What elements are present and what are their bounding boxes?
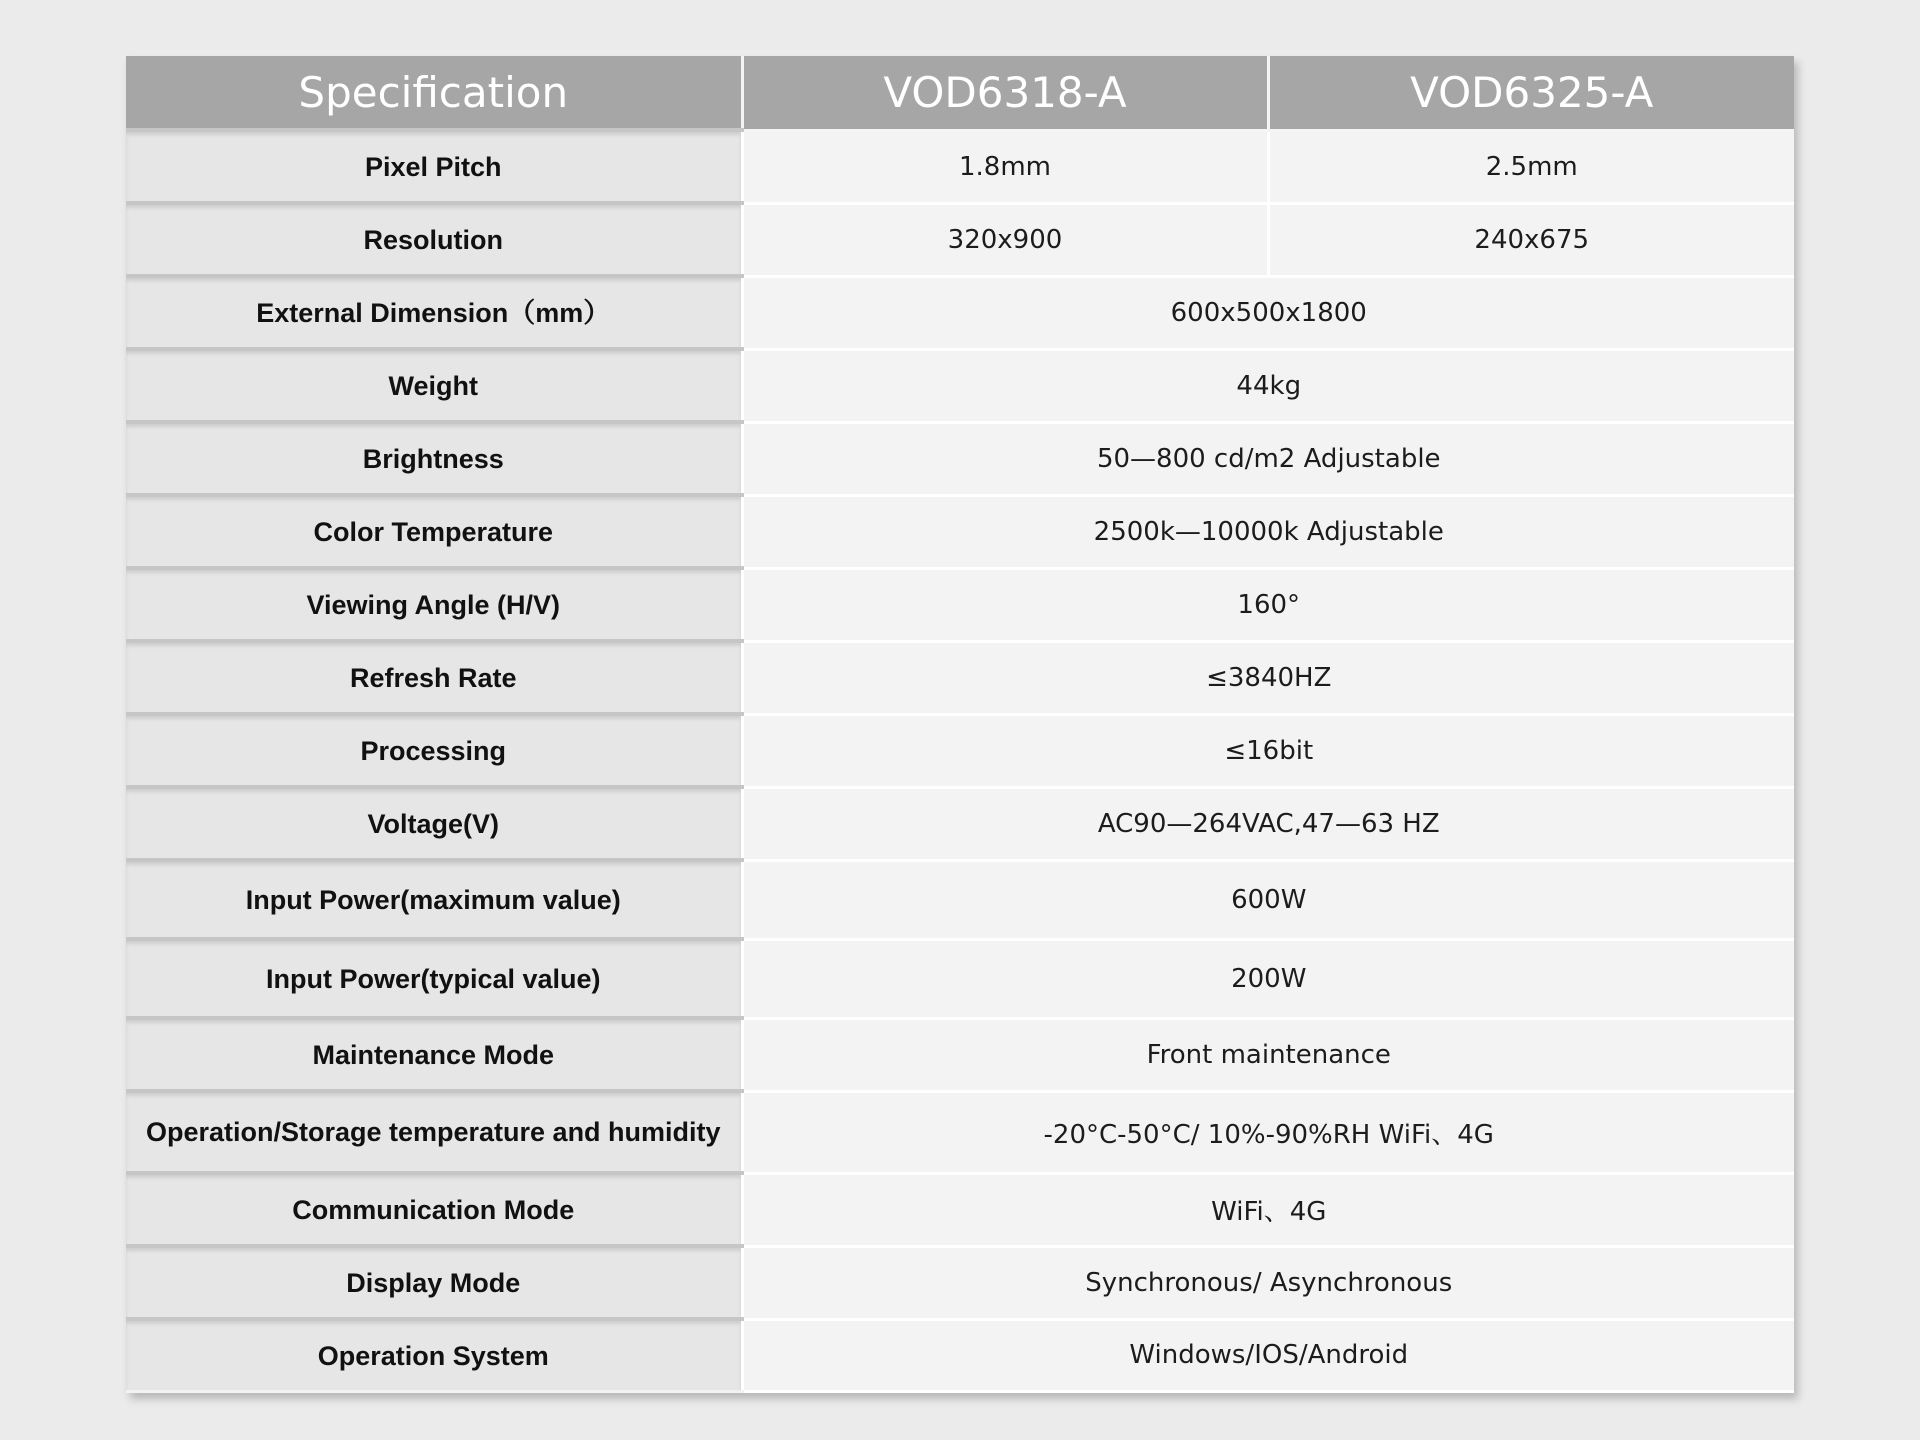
spec-value-shared: Synchronous/ Asynchronous	[742, 1246, 1794, 1319]
table-row	[126, 1246, 1794, 1319]
table-row	[126, 939, 1794, 1018]
spec-value-shared: WiFi、4G	[742, 1173, 1794, 1246]
table-row	[126, 568, 1794, 641]
table-row	[126, 714, 1794, 787]
header-specification: Specification	[126, 56, 742, 130]
spec-value-shared: 2500k—10000k Adjustable	[742, 495, 1794, 568]
spec-label: Communication Mode	[126, 1173, 742, 1246]
header-model-vod6318a: VOD6318-A	[742, 56, 1268, 130]
table-row	[126, 1091, 1794, 1173]
spec-value: 240x675	[1268, 203, 1794, 276]
spec-table-container	[126, 56, 1794, 1393]
table-row	[126, 495, 1794, 568]
spec-value: 320x900	[742, 203, 1268, 276]
spec-value-shared: ≤3840HZ	[742, 641, 1794, 714]
spec-value-shared: Front maintenance	[742, 1018, 1794, 1091]
spec-value-shared: AC90—264VAC,47—63 HZ	[742, 787, 1794, 860]
spec-value-shared: 600W	[742, 860, 1794, 939]
spec-table	[126, 56, 1794, 1393]
spec-value-shared: 160°	[742, 568, 1794, 641]
spec-value-shared: ≤16bit	[742, 714, 1794, 787]
spec-label: Viewing Angle (H/V)	[126, 568, 742, 641]
spec-value-shared: 50—800 cd/m2 Adjustable	[742, 422, 1794, 495]
spec-value-shared: Windows/IOS/Android	[742, 1319, 1794, 1392]
spec-label: Operation/Storage temperature and humidity	[126, 1091, 742, 1173]
spec-label: Brightness	[126, 422, 742, 495]
table-row	[126, 641, 1794, 714]
spec-value-shared: 200W	[742, 939, 1794, 1018]
table-row	[126, 860, 1794, 939]
spec-label: External Dimension（mm）	[126, 276, 742, 349]
spec-label: Voltage(V)	[126, 787, 742, 860]
spec-value-shared: 600x500x1800	[742, 276, 1794, 349]
spec-label: Color Temperature	[126, 495, 742, 568]
table-row	[126, 1173, 1794, 1246]
table-row	[126, 1018, 1794, 1091]
spec-label: Resolution	[126, 203, 742, 276]
header-row	[126, 56, 1794, 130]
table-row	[126, 349, 1794, 422]
table-row	[126, 787, 1794, 860]
spec-label: Processing	[126, 714, 742, 787]
spec-table-body	[126, 130, 1794, 1392]
table-row	[126, 130, 1794, 203]
spec-value: 1.8mm	[742, 130, 1268, 203]
spec-label: Weight	[126, 349, 742, 422]
table-row	[126, 276, 1794, 349]
spec-label: Pixel Pitch	[126, 130, 742, 203]
spec-value-shared: -20°C-50°C/ 10%-90%RH WiFi、4G	[742, 1091, 1794, 1173]
spec-label: Input Power(maximum value)	[126, 860, 742, 939]
table-row	[126, 422, 1794, 495]
spec-value: 2.5mm	[1268, 130, 1794, 203]
spec-label: Input Power(typical value)	[126, 939, 742, 1018]
header-model-vod6325a: VOD6325-A	[1268, 56, 1794, 130]
spec-value-shared: 44kg	[742, 349, 1794, 422]
spec-label: Maintenance Mode	[126, 1018, 742, 1091]
spec-label: Operation System	[126, 1319, 742, 1392]
spec-label: Refresh Rate	[126, 641, 742, 714]
spec-label: Display Mode	[126, 1246, 742, 1319]
table-row	[126, 1319, 1794, 1392]
table-row	[126, 203, 1794, 276]
